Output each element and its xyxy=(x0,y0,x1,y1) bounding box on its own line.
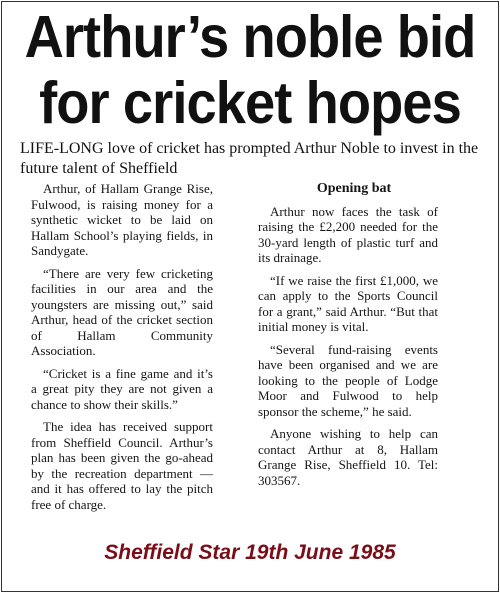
subhead: Opening bat xyxy=(316,181,392,196)
left-paragraph-3: “Cricket is a fine game and it’s a great pity they are not given a chance to show their skills.” xyxy=(31,365,213,412)
right-paragraph-1: Arthur now faces the task of raising the £2,200 needed for the 30-yard length of plastic turf and its drainage. xyxy=(258,203,438,265)
right-paragraph-2: “If we raise the first £1,000, we can apply to the Sports Council for a grant,” said Arthur. “But that initial money is vital. xyxy=(258,272,438,334)
left-paragraph-4: The idea has received support from Sheffield Council. Arthur’s plan has been given the go-ahead by the recreation department — and it has offered to lay the pitch free of charge. xyxy=(31,419,213,512)
standfirst: LIFE-LONG love of cricket has prompted Arthur Noble to invest in the future talent of Sheffield xyxy=(20,140,479,177)
right-column xyxy=(258,181,438,495)
right-paragraph-3: “Several fund-raising events have been organised and we are looking to the people of Lodge Moor and Fulwood to help sponsor the scheme,” he said. xyxy=(258,341,438,419)
left-paragraph-2: “There are very few cricketing facilities in our area and the youngsters are missing out,” said Arthur, head of the cricket section of Hallam Community Association. xyxy=(31,265,213,358)
left-paragraph-1: Arthur, of Hallam Grange Rise, Fulwood, is raising money for a synthetic wicket to be laid on Hallam School’s playing fields, in Sandygate. xyxy=(31,181,213,258)
right-paragraph-4: Anyone wishing to help can contact Arthur at 8, Hallam Grange Rise, Sheffield 10. Tel: 303567. xyxy=(258,426,438,488)
left-column xyxy=(31,181,213,519)
source-credit: Sheffield Star 19th June 1985 xyxy=(104,541,396,564)
headline-line-1: Arthur’s noble bid xyxy=(24,4,476,70)
headline-line-2: for cricket hopes xyxy=(39,70,461,136)
